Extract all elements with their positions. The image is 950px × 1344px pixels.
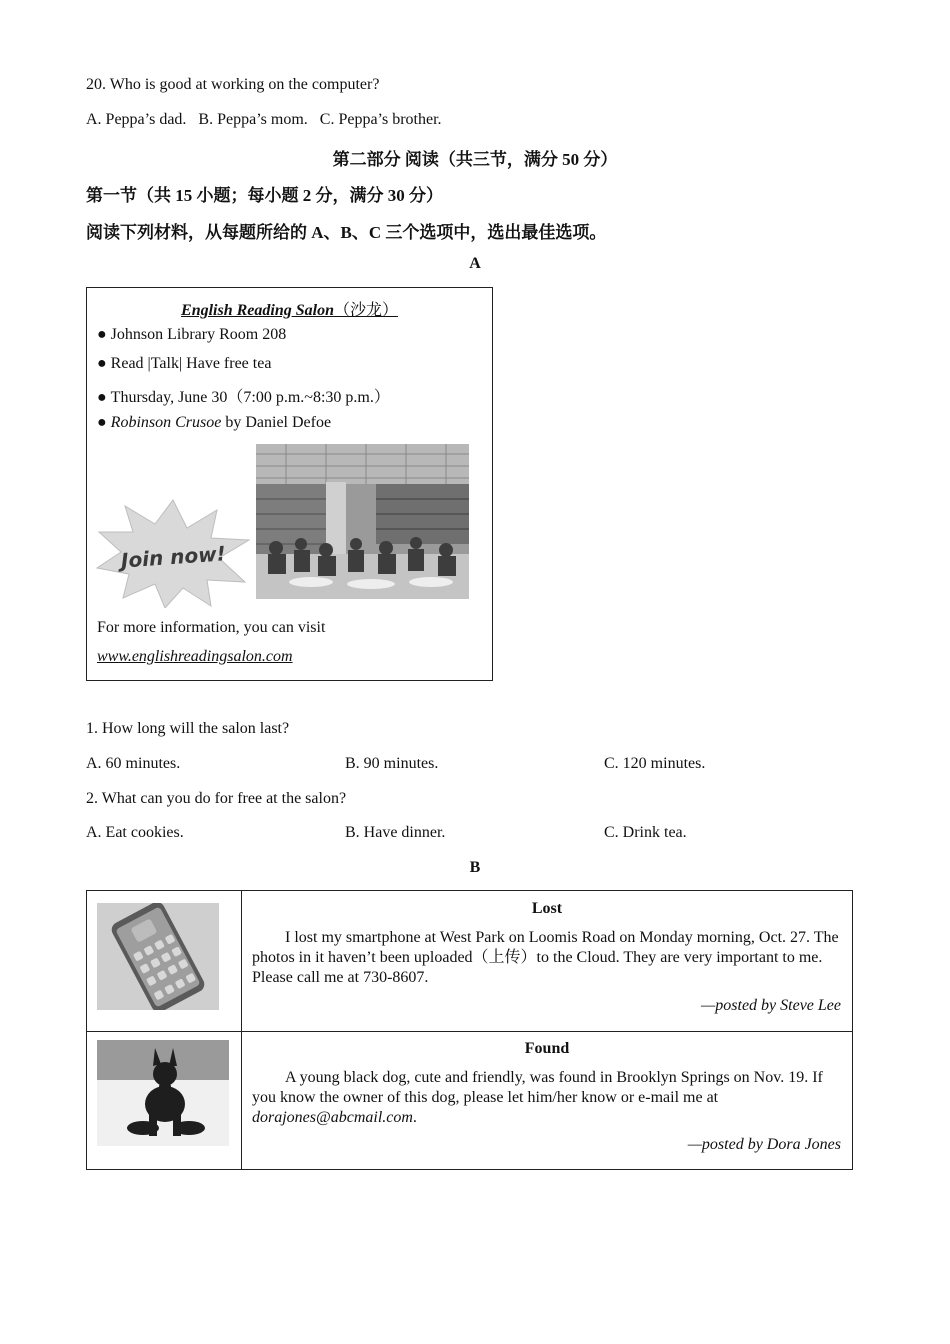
question-2: 2. What can you do for free at the salon? (86, 790, 347, 807)
library-photo-image (256, 444, 469, 599)
black-dog-image (97, 1040, 229, 1146)
salon-info-text: For more information, you can visit (97, 619, 326, 636)
bullet-icon: ● (97, 414, 107, 431)
lost-signature: —posted by Steve Lee (701, 997, 841, 1014)
lost-title: Lost (531, 900, 563, 917)
salon-title-cn: （沙龙） (333, 302, 398, 319)
q1-option-a: A. 60 minutes. (86, 755, 181, 772)
book-author: by Daniel Defoe (221, 414, 332, 431)
salon-activities (97, 355, 271, 373)
salon-time-text: Thursday, June 30（7:00 p.m.~8:30 p.m.） (110, 389, 390, 406)
lost-row (87, 891, 852, 1032)
salon-activities-text: Read |Talk| Have free tea (110, 355, 272, 372)
salon-title (87, 297, 492, 320)
found-title: Found (524, 1040, 570, 1057)
join-now-text: Join now! (120, 541, 227, 573)
passage-a-label: A (469, 255, 481, 272)
salon-title-en: English Reading Salon (181, 302, 334, 319)
found-text-cell (242, 1031, 852, 1169)
passage-b-label: B (469, 859, 481, 876)
found-signature: —posted by Dora Jones (687, 1136, 841, 1153)
found-body (252, 1068, 842, 1128)
book-title: Robinson Crusoe (110, 414, 222, 431)
salon-location-text: Johnson Library Room 208 (110, 326, 287, 343)
q20-options: A. Peppa’s dad. B. Peppa’s mom. C. Peppa’s brother. (86, 111, 442, 128)
q2-option-a: A. Eat cookies. (86, 824, 184, 841)
lost-found-table (86, 890, 853, 1170)
reading-instruction: 阅读下列材料，从每题所给的 A、B、C 三个选项中，选出最佳选项。 (86, 223, 607, 242)
join-now-starburst-image (95, 498, 251, 608)
q1-option-c: C. 120 minutes. (604, 755, 706, 772)
salon-book (97, 414, 331, 432)
q2-option-b: B. Have dinner. (345, 824, 446, 841)
salon-url-link[interactable]: www.englishreadingsalon.com (97, 648, 293, 665)
question-1: 1. How long will the salon last? (86, 720, 290, 737)
lost-text-cell (242, 891, 852, 1031)
lost-body: I lost my smartphone at West Park on Loomis Road on Monday morning, Oct. 27. The photos in it haven’t been uploaded（上传）to the Cloud. They are very important to me. Please call me at 730-8607. (252, 929, 839, 986)
smartphone-image (97, 903, 219, 1010)
found-row (87, 1031, 852, 1169)
found-body-text: A young black dog, cute and friendly, was found in Brooklyn Springs on Nov. 19. If you know the owner of this dog, please let him/her know or e-mail me at (252, 1069, 823, 1106)
section1-title: 第一节（共 15 小题；每小题 2 分，满分 30 分） (86, 186, 443, 205)
bullet-icon: ● (97, 355, 107, 372)
salon-time (97, 384, 390, 407)
salon-notice-box (86, 287, 493, 681)
part2-title: 第二部分 阅读（共三节，满分 50 分） (332, 150, 618, 169)
lost-image-cell (87, 891, 242, 1031)
found-email: dorajones@abcmail.com (252, 1109, 413, 1126)
bullet-icon: ● (97, 326, 107, 343)
found-body-end: . (412, 1109, 417, 1126)
q20-question: 20. Who is good at working on the computer? (86, 76, 380, 93)
salon-location (97, 326, 286, 344)
found-image-cell (87, 1031, 242, 1169)
q1-option-b: B. 90 minutes. (345, 755, 439, 772)
bullet-icon: ● (97, 389, 107, 406)
q2-option-c: C. Drink tea. (604, 824, 687, 841)
